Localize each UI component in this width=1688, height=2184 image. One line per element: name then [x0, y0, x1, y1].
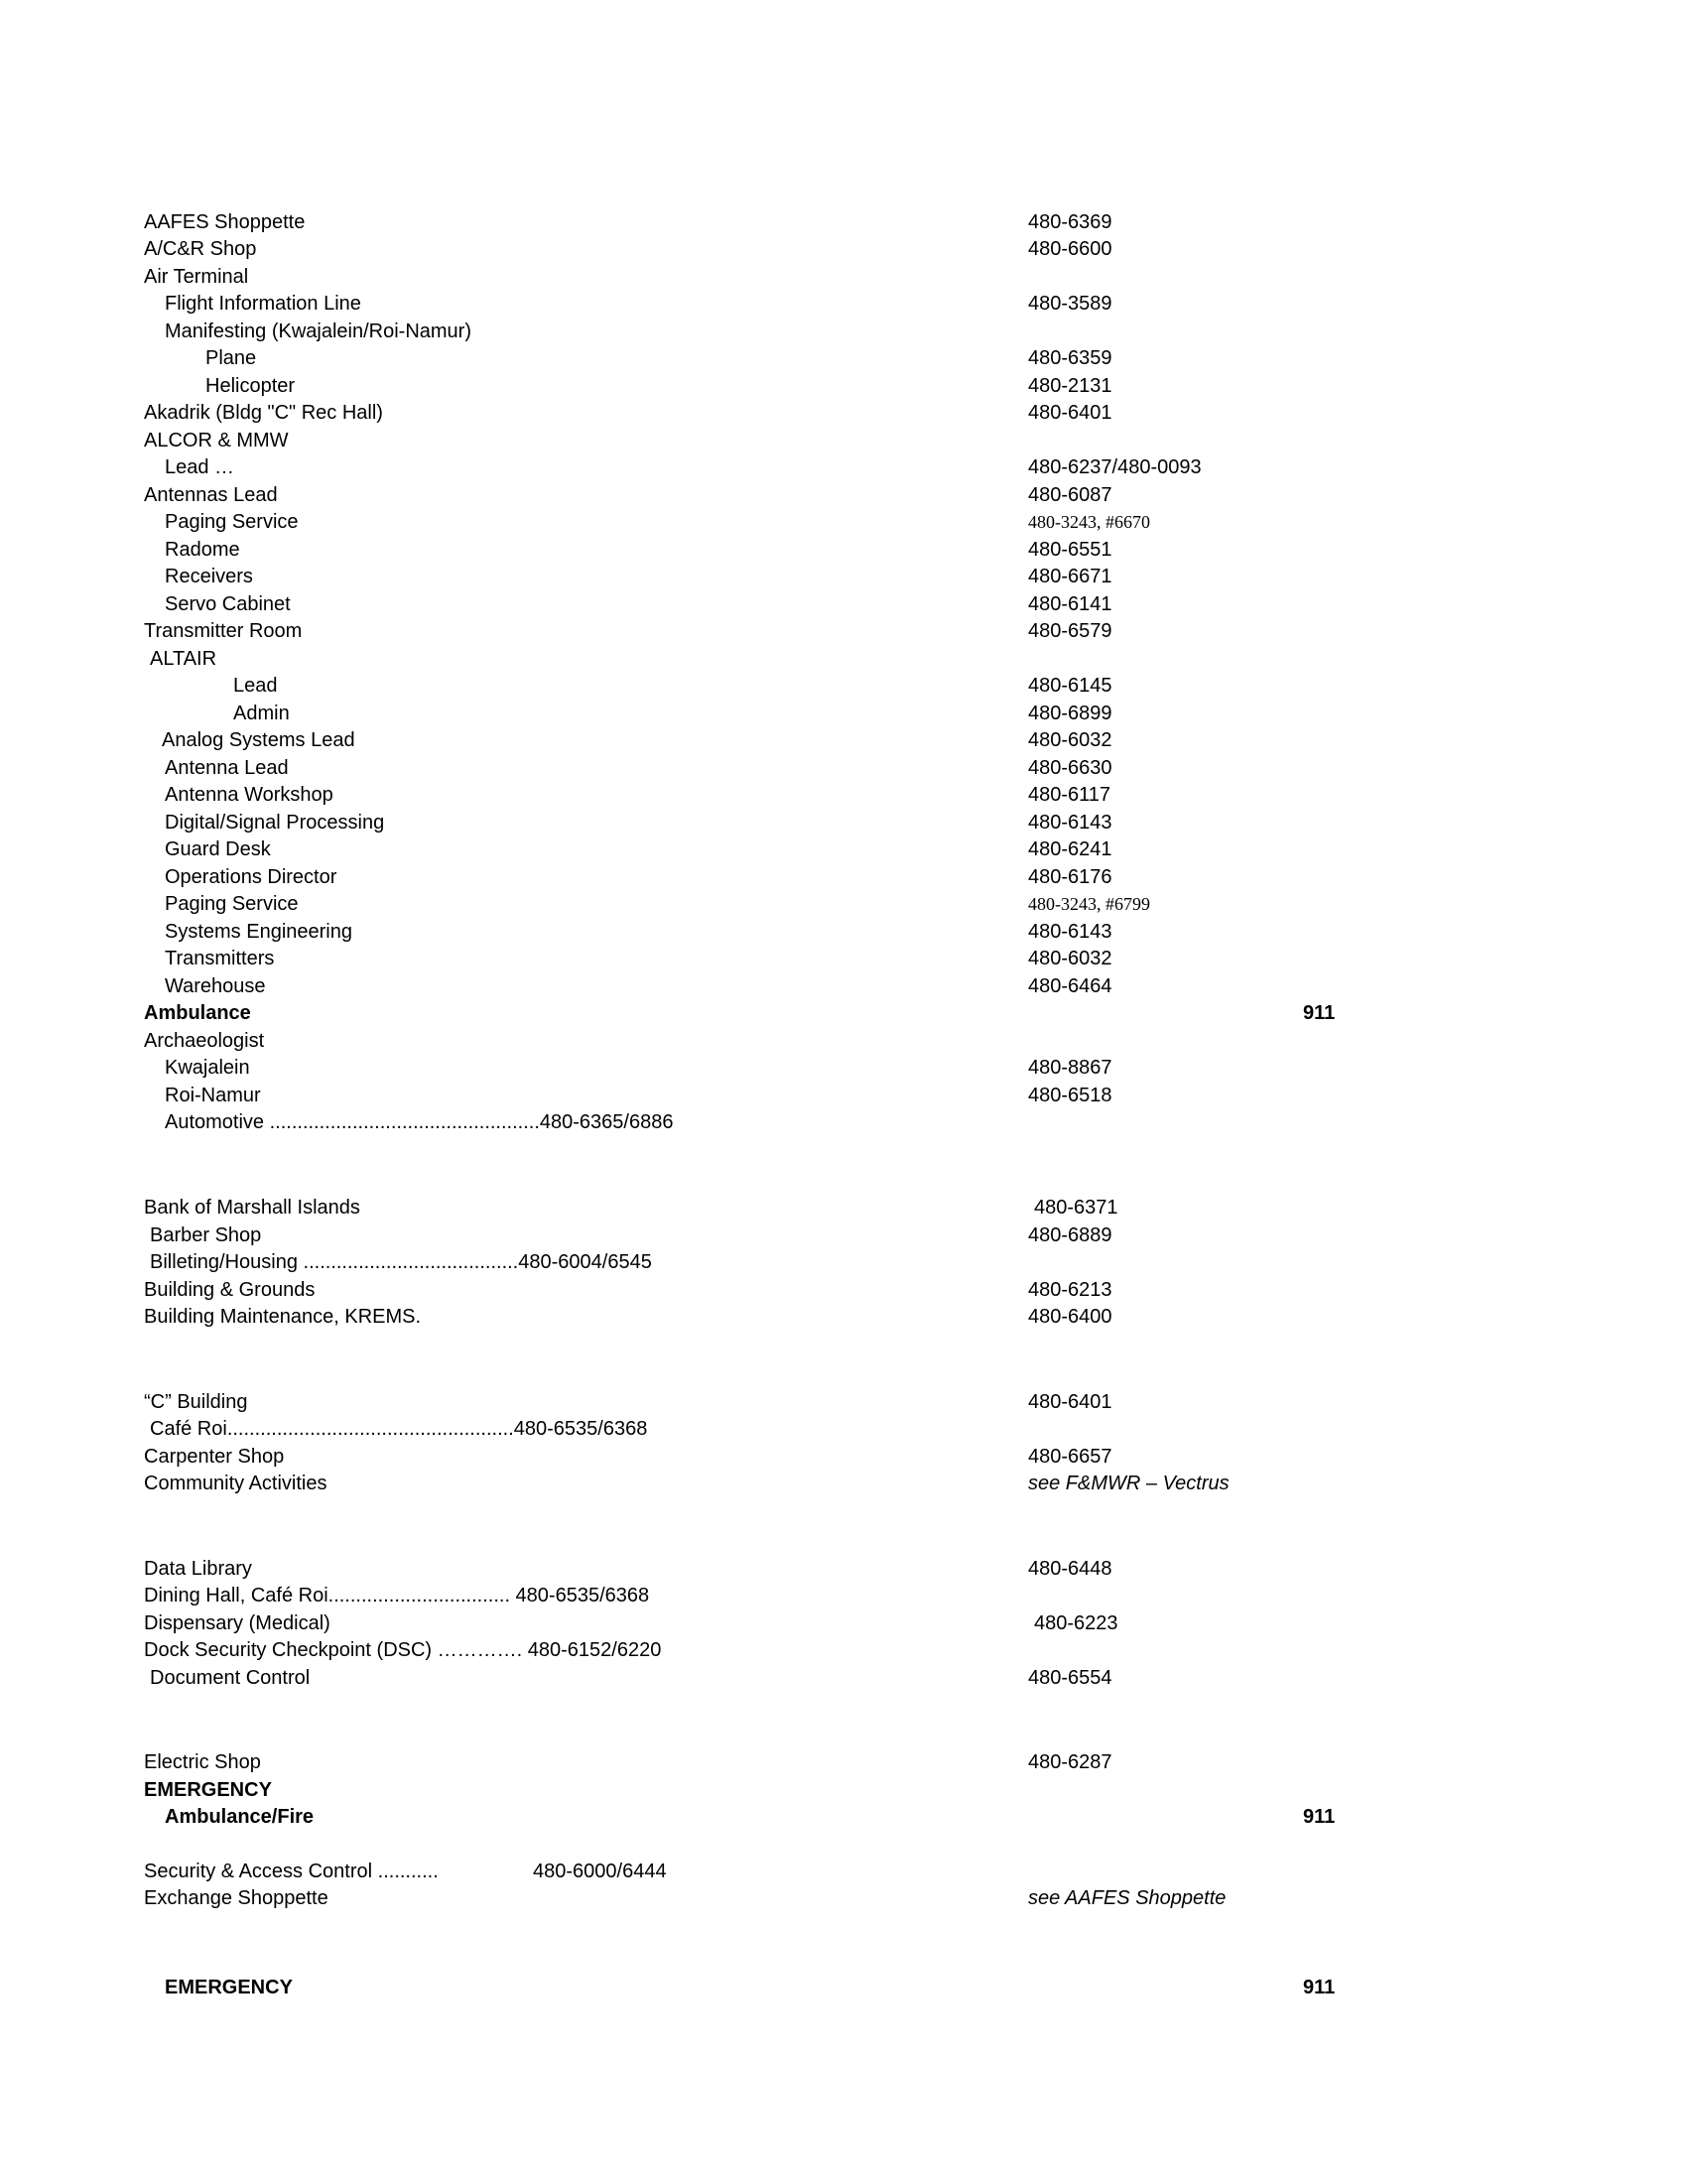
entry-label: Security & Access Control ...........	[144, 1861, 439, 1882]
entry-label: Barber Shop	[150, 1224, 262, 1246]
entry-label: Akadrik (Bldg "C" Rec Hall)	[144, 402, 383, 424]
directory-entry	[0, 1054, 1688, 1082]
directory-entry	[0, 590, 1688, 618]
entry-phone: 480-6600	[1028, 238, 1112, 260]
entry-phone: 480-8867	[1028, 1057, 1112, 1079]
directory-entry	[0, 563, 1688, 590]
entry-label: EMERGENCY	[165, 1977, 293, 1998]
entry-label: Operations Director	[165, 866, 337, 888]
directory-entry	[0, 1276, 1688, 1304]
entry-label: ALTAIR	[150, 648, 217, 670]
entry-phone: 480-6889	[1028, 1224, 1112, 1246]
entry-label: Paging Service	[165, 511, 299, 533]
entry-phone: 480-6579	[1028, 620, 1112, 642]
entry-phone: 480-3243, #6670	[1028, 512, 1150, 532]
entry-phone: 480-3589	[1028, 293, 1112, 315]
directory-entry	[0, 945, 1688, 972]
directory-entry	[0, 1555, 1688, 1583]
directory-entry	[0, 890, 1688, 918]
entry-label: Antennas Lead	[144, 484, 278, 506]
entry-label: Paging Service	[165, 893, 299, 915]
entry-label: Analog Systems Lead	[162, 729, 355, 751]
entry-phone: 480-6899	[1028, 703, 1112, 724]
entry-label: Dispensary (Medical)	[144, 1612, 330, 1634]
directory-entry	[0, 781, 1688, 809]
entry-phone: 480-6237/480-0093	[1028, 456, 1202, 478]
entry-phone: 480-6000/6444	[533, 1861, 667, 1882]
directory-entry	[0, 1194, 1688, 1221]
entry-phone: 480-6143	[1028, 812, 1112, 834]
entry-phone: 480-6448	[1028, 1558, 1112, 1580]
directory-entry	[0, 1108, 1688, 1136]
entry-phone: 480-2131	[1028, 375, 1112, 397]
entry-note: see F&MWR – Vectrus	[1028, 1473, 1230, 1494]
entry-label: EMERGENCY	[144, 1779, 272, 1801]
entry-phone: 480-6359	[1028, 347, 1112, 369]
entry-phone: 480-6223	[1034, 1612, 1118, 1634]
entry-note: see AAFES Shoppette	[1028, 1887, 1227, 1909]
directory-entry	[0, 1443, 1688, 1471]
directory-entry	[0, 235, 1688, 263]
entry-phone: 480-6241	[1028, 838, 1112, 860]
entry-label: Guard Desk	[165, 838, 271, 860]
entry-label: Data Library	[144, 1558, 252, 1580]
directory-entry	[0, 1082, 1688, 1109]
directory-entry	[0, 508, 1688, 536]
directory-entry	[0, 835, 1688, 863]
entry-label: Exchange Shoppette	[144, 1887, 328, 1909]
directory-entry	[0, 1748, 1688, 1776]
entry-phone: 480-6464	[1028, 975, 1112, 997]
entry-label: Kwajalein	[165, 1057, 250, 1079]
entry-label: Ambulance	[144, 1002, 251, 1024]
directory-heading	[0, 318, 1688, 345]
entry-label: Plane	[205, 347, 257, 369]
entry-label: Community Activities	[144, 1473, 327, 1494]
entry-label: Digital/Signal Processing	[165, 812, 385, 834]
emergency-number: 911	[1303, 1977, 1336, 1998]
directory-entry	[0, 208, 1688, 236]
entry-phone: 480-6369	[1028, 211, 1112, 233]
directory-entry	[0, 453, 1688, 481]
entry-label: Flight Information Line	[165, 293, 361, 315]
directory-entry	[0, 372, 1688, 400]
directory-entry	[0, 1664, 1688, 1692]
emergency-number: 911	[1303, 1806, 1336, 1828]
entry-label: Antenna Lead	[165, 757, 289, 779]
entry-label: ALCOR & MMW	[144, 430, 289, 451]
entry-label: “C” Building	[144, 1391, 248, 1413]
directory-entry	[0, 536, 1688, 564]
entry-label: Billeting/Housing .......................................480-6004/6545	[150, 1251, 652, 1273]
directory-entry	[0, 1221, 1688, 1249]
entry-phone: 480-6087	[1028, 484, 1112, 506]
entry-label: Manifesting (Kwajalein/Roi-Namur)	[165, 321, 471, 342]
entry-label: Building Maintenance, KREMS.	[144, 1306, 422, 1328]
entry-label: Roi-Namur	[165, 1085, 261, 1106]
directory-entry	[0, 918, 1688, 946]
directory-entry	[0, 863, 1688, 891]
directory-entry	[0, 754, 1688, 782]
entry-label: A/C&R Shop	[144, 238, 257, 260]
emergency-entry	[0, 1974, 1688, 2001]
directory-entry	[0, 1248, 1688, 1276]
entry-phone: 480-6145	[1028, 675, 1112, 697]
entry-label: Receivers	[165, 566, 253, 587]
directory-entry	[0, 344, 1688, 372]
directory-heading	[0, 645, 1688, 673]
entry-phone: 480-6551	[1028, 539, 1112, 561]
emergency-entry	[0, 999, 1688, 1027]
directory-entry	[0, 972, 1688, 1000]
entry-label: Electric Shop	[144, 1751, 261, 1773]
directory-entry	[0, 617, 1688, 645]
entry-label: Helicopter	[205, 375, 296, 397]
entry-label: Radome	[165, 539, 240, 561]
entry-label: Air Terminal	[144, 266, 249, 288]
entry-phone: 480-6400	[1028, 1306, 1112, 1328]
directory-entry	[0, 1884, 1688, 1912]
directory-entry	[0, 809, 1688, 836]
entry-label: Café Roi....................................................480-6535/6368	[150, 1418, 648, 1440]
entry-label: Dining Hall, Café Roi................................. 480-6535/6368	[144, 1585, 650, 1606]
emergency-entry	[0, 1803, 1688, 1831]
directory-entry	[0, 1582, 1688, 1609]
directory-entry	[0, 1858, 1688, 1885]
entry-label: Lead	[233, 675, 278, 697]
entry-label: Carpenter Shop	[144, 1446, 285, 1468]
entry-phone: 480-6032	[1028, 948, 1112, 969]
entry-label: Admin	[233, 703, 290, 724]
entry-phone: 480-6117	[1028, 784, 1111, 806]
directory-heading	[0, 427, 1688, 454]
directory-entry	[0, 1609, 1688, 1637]
entry-phone: 480-6671	[1028, 566, 1112, 587]
entry-phone: 480-6630	[1028, 757, 1112, 779]
entry-phone: 480-6213	[1028, 1279, 1112, 1301]
entry-label: Archaeologist	[144, 1030, 265, 1052]
directory-entry	[0, 1303, 1688, 1331]
entry-label: Building & Grounds	[144, 1279, 316, 1301]
entry-phone: 480-6657	[1028, 1446, 1112, 1468]
directory-entry	[0, 1470, 1688, 1497]
entry-label: Antenna Workshop	[165, 784, 333, 806]
entry-phone: 480-6287	[1028, 1751, 1112, 1773]
entry-phone: 480-6518	[1028, 1085, 1112, 1106]
emergency-number: 911	[1303, 1002, 1336, 1024]
directory-entry	[0, 290, 1688, 318]
directory-heading	[0, 1776, 1688, 1804]
directory-entry	[0, 700, 1688, 727]
entry-label: Warehouse	[165, 975, 266, 997]
entry-label: Systems Engineering	[165, 921, 352, 943]
directory-heading	[0, 263, 1688, 291]
entry-phone: 480-6401	[1028, 402, 1112, 424]
entry-phone: 480-6401	[1028, 1391, 1112, 1413]
directory-entry	[0, 1388, 1688, 1416]
entry-label: Dock Security Checkpoint (DSC) …………. 480-6152/6220	[144, 1639, 662, 1661]
entry-phone: 480-6554	[1028, 1667, 1112, 1689]
entry-label: Transmitters	[165, 948, 275, 969]
directory-entry	[0, 481, 1688, 509]
entry-label: Ambulance/Fire	[165, 1806, 315, 1828]
entry-label: AAFES Shoppette	[144, 211, 306, 233]
directory-entry	[0, 672, 1688, 700]
entry-phone: 480-6176	[1028, 866, 1112, 888]
entry-label: Bank of Marshall Islands	[144, 1197, 360, 1219]
entry-phone: 480-6032	[1028, 729, 1112, 751]
directory-entry	[0, 399, 1688, 427]
entry-label: Servo Cabinet	[165, 593, 291, 615]
entry-label: Transmitter Room	[144, 620, 303, 642]
entry-phone: 480-6371	[1034, 1197, 1118, 1219]
entry-phone: 480-6141	[1028, 593, 1112, 615]
entry-phone: 480-3243, #6799	[1028, 894, 1150, 914]
directory-heading	[0, 1027, 1688, 1055]
entry-phone: 480-6143	[1028, 921, 1112, 943]
directory-entry	[0, 1415, 1688, 1443]
directory-entry	[0, 1636, 1688, 1664]
entry-label: Lead …	[165, 456, 235, 478]
entry-label: Document Control	[150, 1667, 311, 1689]
directory-entry	[0, 726, 1688, 754]
entry-label: Automotive .................................................480-6365/6886	[165, 1111, 674, 1133]
